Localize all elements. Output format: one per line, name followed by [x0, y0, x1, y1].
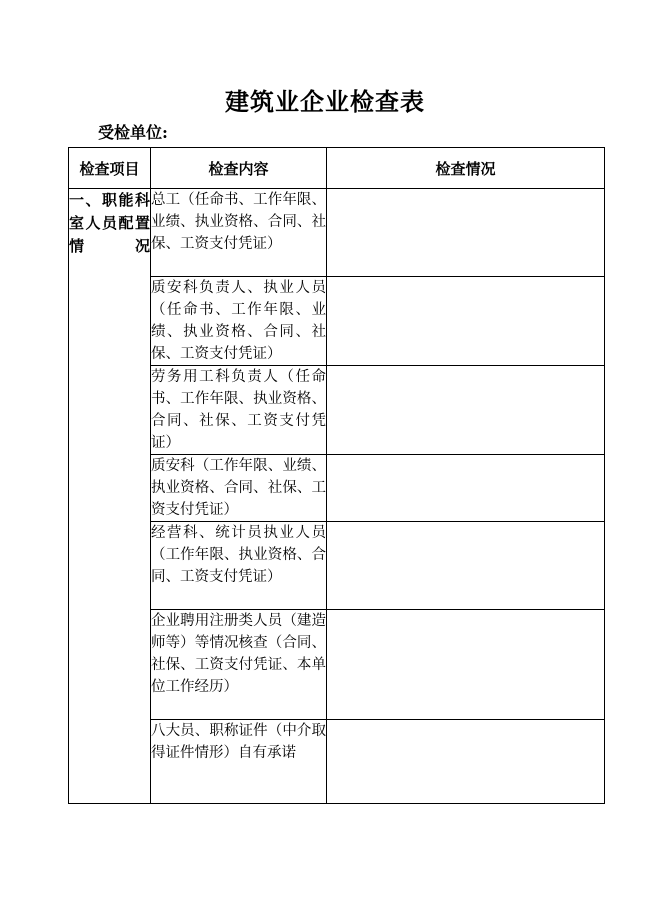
document-title: 建筑业企业检查表	[225, 87, 425, 116]
header-content: 检查内容	[151, 148, 327, 189]
table-row	[69, 189, 605, 277]
content-cell: 劳务用工科负责人（任命书、工作年限、执业资格、合同、社保、工资支付凭证）	[151, 366, 327, 455]
result-cell[interactable]	[327, 455, 605, 522]
header-row	[69, 148, 605, 189]
inspection-table	[68, 147, 605, 804]
content-cell: 八大员、职称证件（中介取得证件情形）自有承诺	[151, 720, 327, 804]
content-cell: 质安科（工作年限、业绩、执业资格、合同、社保、工资支付凭证）	[151, 455, 327, 522]
result-cell[interactable]	[327, 720, 605, 804]
result-cell[interactable]	[327, 610, 605, 720]
content-cell: 质安科负责人、执业人员（任命书、工作年限、业绩、执业资格、合同、社保、工资支付凭证）	[151, 277, 327, 366]
content-cell: 经营科、统计员执业人员（工作年限、执业资格、合同、工资支付凭证）	[151, 522, 327, 610]
header-item: 检查项目	[69, 148, 151, 189]
content-cell: 总工（任命书、工作年限、业绩、执业资格、合同、社保、工资支付凭证）	[151, 189, 327, 277]
result-cell[interactable]	[327, 277, 605, 366]
result-cell[interactable]	[327, 189, 605, 277]
result-cell[interactable]	[327, 366, 605, 455]
result-cell[interactable]	[327, 522, 605, 610]
content-cell: 企业聘用注册类人员（建造师等）等情况核查（合同、社保、工资支付凭证、本单位工作经历）	[151, 610, 327, 720]
header-result: 检查情况	[327, 148, 605, 189]
inspected-unit-label: 受检单位:	[98, 123, 168, 142]
category-cell: 一、职能科室人员配置情况	[69, 189, 151, 804]
